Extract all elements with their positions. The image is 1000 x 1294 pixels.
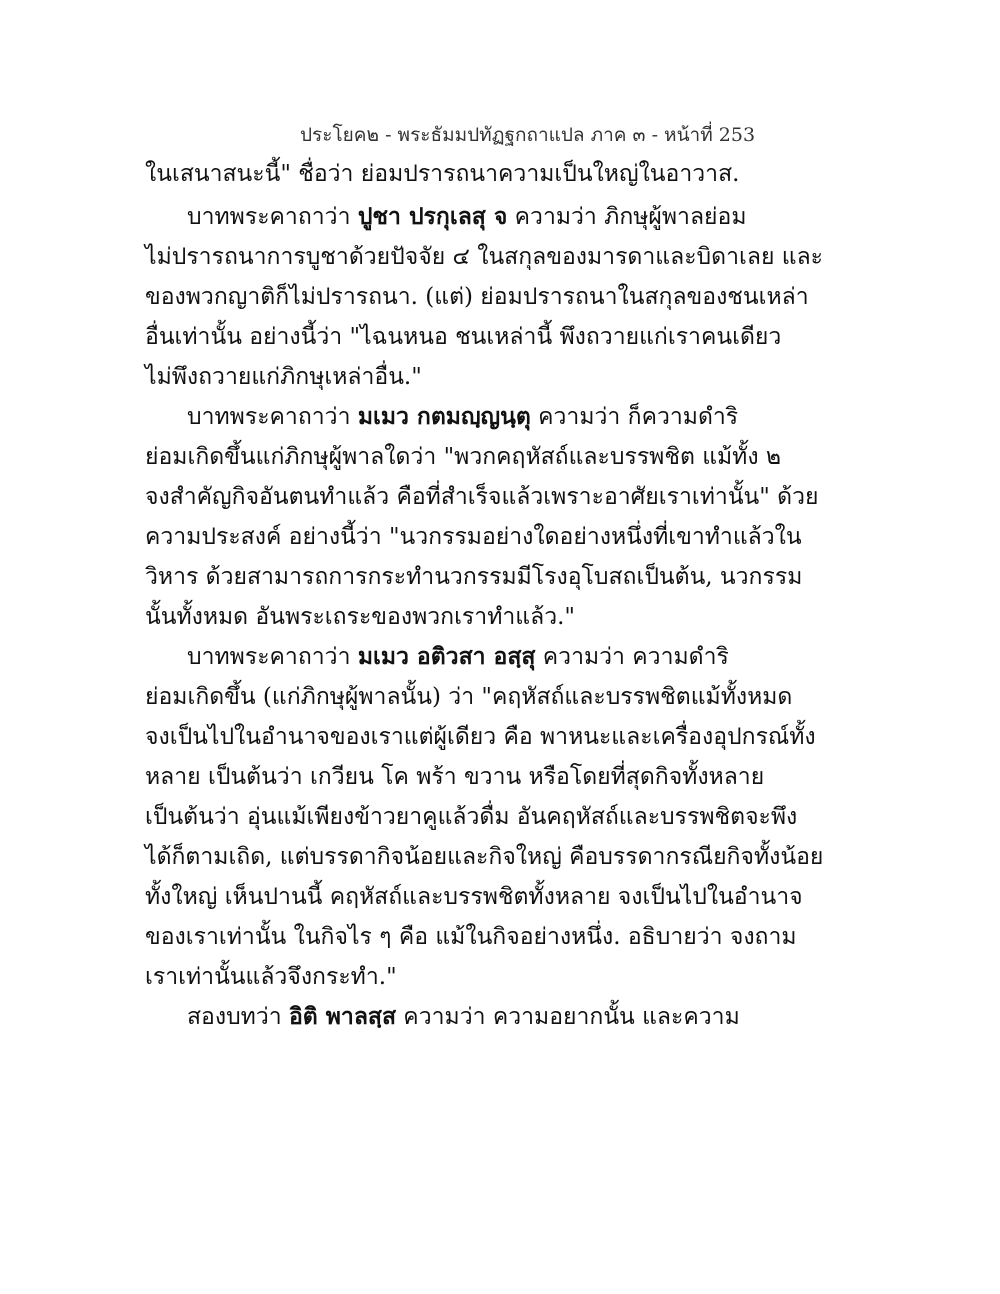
text-line: ไม่พึงถวายแก่ภิกษุเหล่าอื่น." [145,364,422,390]
text-span: ความว่า ภิกษุผู้พาลย่อม [507,204,747,230]
pali-term: อิติ พาลสฺส [288,1003,396,1030]
pali-term: ปูชา ปรกุเลสุ จ [357,203,508,230]
text-line: ไม่ปรารถนาการบูชาด้วยปัจจัย ๔ ในสกุลของมารดาและบิดาเลย และ [145,244,824,270]
text-line: อื่นเท่านั้น อย่างนี้ว่า "ไฉนหนอ ชนเหล่านี้ พึงถวายแก่เราคนเดียว [145,324,782,350]
text-line [187,637,729,677]
pali-term: มเมว อติวสา อสฺสุ [357,643,536,670]
text-span: ความว่า ความดำริ [535,644,729,670]
text-line: ทั้งใหญ่ เห็นปานนี้ คฤหัสถ์และบรรพชิตทั้งหลาย จงเป็นไปในอำนาจ [145,884,803,910]
text-span: บาทพระคาถาว่า [187,404,358,430]
text-line [187,997,740,1037]
text-span: ความว่า ความอยากนั้น และความ [396,1004,740,1030]
pali-term: มเมว กตมญฺญนฺตุ [357,403,531,430]
text-line: ได้ก็ตามเถิด, แต่บรรดากิจน้อยและกิจใหญ่ คือบรรดากรณียกิจทั้งน้อย [145,844,824,870]
text-line: ในเสนาสนะนี้" ชื่อว่า ย่อมปรารถนาความเป็นใหญ่ในอาวาส. [145,161,740,187]
text-line: ของพวกญาติก็ไม่ปรารถนา. (แต่) ย่อมปรารถนาในสกุลของชนเหล่า [145,284,809,310]
text-line: ความประสงค์ อย่างนี้ว่า "นวกรรมอย่างใดอย่างหนึ่งที่เขาทำแล้วใน [145,524,802,550]
text-span: สองบทว่า [187,1004,289,1030]
text-line: จงสำคัญกิจอันตนทำแล้ว คือที่สำเร็จแล้วเพราะอาศัยเราเท่านั้น" ด้วย [145,484,819,510]
text-span: บาทพระคาถาว่า [187,644,358,670]
text-line [187,197,747,237]
text-line [187,397,739,437]
text-line: เป็นต้นว่า อุ่นแม้เพียงข้าวยาคูแล้วดื่ม อันคฤหัสถ์และบรรพชิตจะพึง [145,804,798,830]
text-line: นั้นทั้งหมด อันพระเถระของพวกเราทำแล้ว." [145,604,576,630]
text-line: หลาย เป็นต้นว่า เกวียน โค พร้า ขวาน หรือโดยที่สุดกิจทั้งหลาย [145,764,765,790]
text-span: ความว่า ก็ความดำริ [530,404,739,430]
text-span: บาทพระคาถาว่า [187,204,358,230]
text-line: จงเป็นไปในอำนาจของเราแต่ผู้เดียว คือ พาหนะและเครื่องอุปกรณ์ทั้ง [145,724,816,750]
text-line: เราเท่านั้นแล้วจึงกระทำ." [145,964,397,990]
text-line: ของเราเท่านั้น ในกิจไร ๆ คือ แม้ในกิจอย่างหนึ่ง. อธิบายว่า จงถาม [145,924,797,950]
text-line: ย่อมเกิดขึ้นแก่ภิกษุผู้พาลใดว่า "พวกคฤหัสถ์และบรรพชิต แม้ทั้ง ๒ [145,444,782,470]
text-line: วิหาร ด้วยสามารถการกระทำนวกรรมมีโรงอุโบสถเป็นต้น, นวกรรม [145,564,803,590]
page-header: ประโยค๒ - พระธัมมปทัฏฐกถาแปล ภาค ๓ - หน้าที่ 253 [300,124,756,146]
text-line: ย่อมเกิดขึ้น (แก่ภิกษุผู้พาลนั้น) ว่า "คฤหัสถ์และบรรพชิตแม้ทั้งหมด [145,684,793,710]
